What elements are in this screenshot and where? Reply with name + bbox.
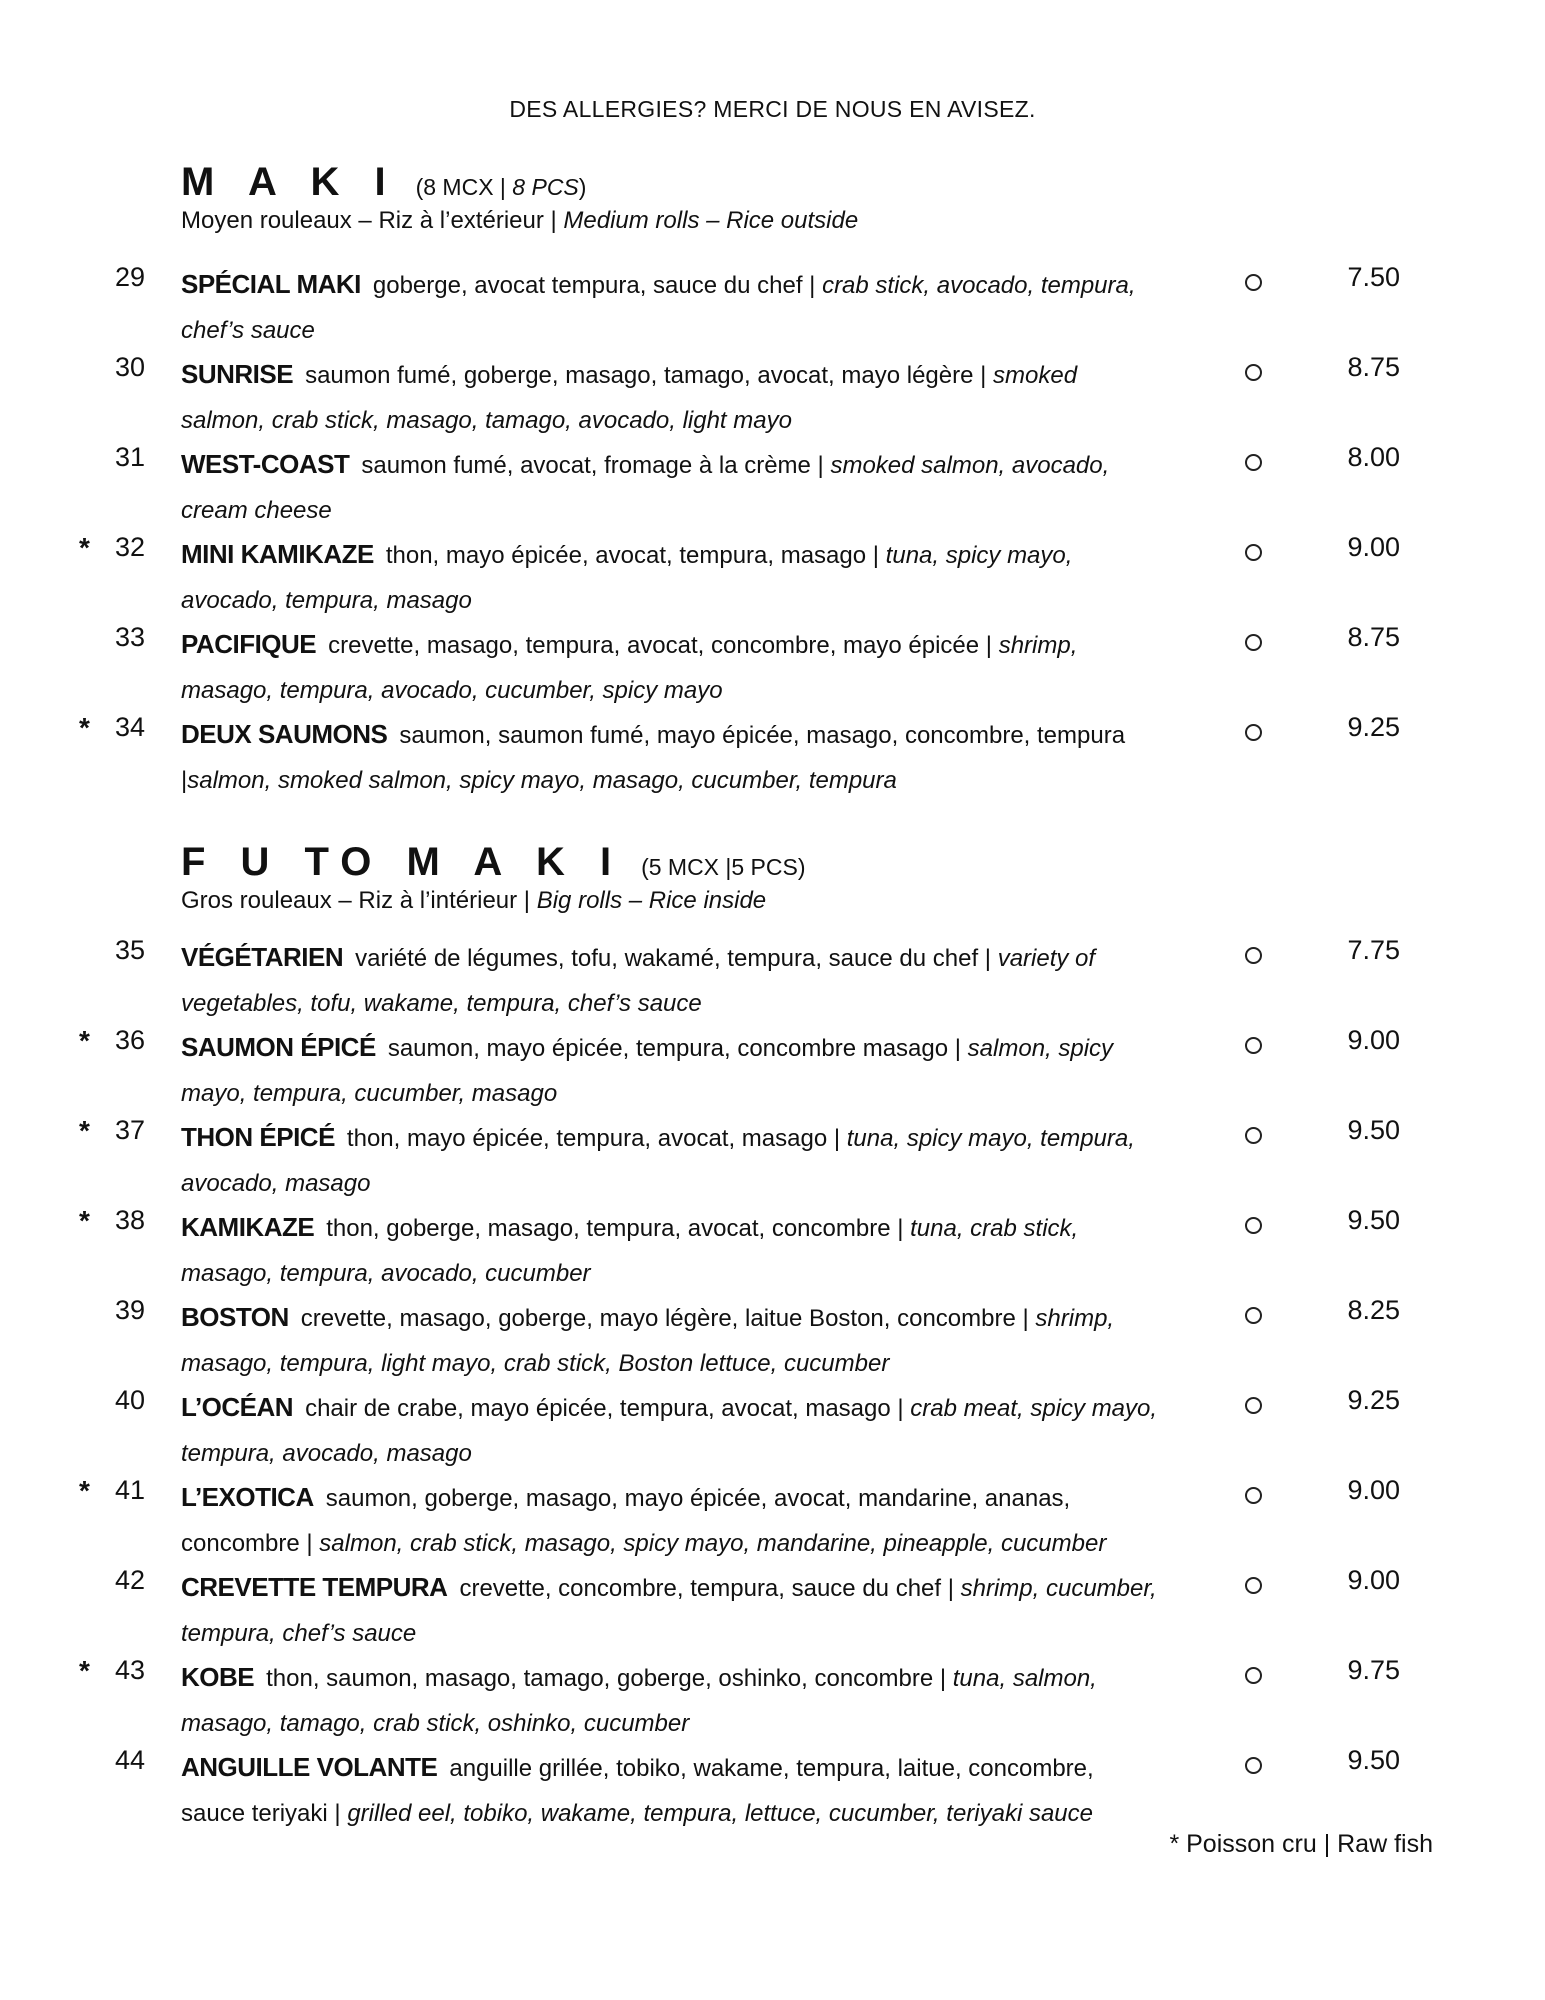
item-number: 32 [114,532,146,562]
item-price: 8.75 [1347,352,1400,382]
item-ingredients-en: shrimp, masago, tempura, avocado, cucumber, spicy mayo [181,632,1078,704]
item-name: PACIFIQUE [181,629,317,659]
item-description [181,352,1161,443]
circle-icon [1245,1217,1262,1234]
item-number: 38 [114,1205,146,1235]
raw-fish-marker: * [79,1115,90,1146]
item-number: 34 [114,712,146,742]
raw-fish-marker: * [79,712,90,743]
item-description [181,1385,1161,1476]
item-ingredients-en: salmon, smoked salmon, spicy mayo, masago, cucumber, tempura [187,767,897,794]
item-number: 37 [114,1115,146,1145]
item-ingredients-en: shrimp, masago, tempura, light mayo, crab stick, Boston lettuce, cucumber [181,1305,1115,1377]
item-ingredients-en: grilled eel, tobiko, wakame, tempura, lettuce, cucumber, teriyaki sauce [347,1800,1093,1827]
item-description [181,1655,1161,1746]
item-price: 9.50 [1347,1205,1400,1235]
item-number: 43 [114,1655,146,1685]
item-ingredients-fr: crevette, masago, goberge, mayo légère, laitue Boston, concombre | [300,1305,1036,1332]
item-number: 35 [114,935,146,965]
circle-icon [1245,544,1262,561]
menu-item [0,1205,1545,1295]
item-description [181,935,1161,1026]
circle-icon [1245,1577,1262,1594]
menu-item [0,1115,1545,1205]
menu-item [0,1655,1545,1745]
menu-item [0,935,1545,1025]
section-futomaki [181,840,1481,915]
item-number: 31 [114,442,146,472]
raw-fish-marker: * [79,532,90,563]
item-ingredients-en: smoked salmon, crab stick, masago, tamago, avocado, light mayo [181,362,1078,434]
item-description [181,1295,1161,1386]
item-ingredients-fr: saumon, mayo épicée, tempura, concombre masago | [387,1035,968,1062]
item-name: VÉGÉTARIEN [181,942,344,972]
circle-icon [1245,1307,1262,1324]
item-description [181,712,1161,803]
item-description [181,532,1161,623]
menu-item [0,262,1545,352]
item-ingredients-fr: crevette, concombre, tempura, sauce du chef | [459,1575,961,1602]
section-portion: (5 MCX |5 PCS) [641,854,806,880]
item-ingredients-en: shrimp, cucumber, tempura, chef’s sauce [181,1575,1157,1647]
section-maki [181,160,1481,235]
item-ingredients-en: salmon, crab stick, masago, spicy mayo, mandarine, pineapple, cucumber [319,1530,1107,1557]
item-name: KOBE [181,1662,255,1692]
item-ingredients-en: salmon, spicy mayo, tempura, cucumber, masago [181,1035,1114,1107]
item-description [181,1205,1161,1296]
section-subtitle: Moyen rouleaux – Riz à l’extérieur | Medium rolls – Rice outside [181,207,859,234]
menu-item [0,712,1545,802]
item-description [181,1565,1161,1656]
circle-icon [1245,1127,1262,1144]
section-title-row [181,160,1481,205]
item-name: L’OCÉAN [181,1392,294,1422]
item-number: 30 [114,352,146,382]
menu-item [0,622,1545,712]
item-ingredients-fr: variété de légumes, tofu, wakamé, tempura, sauce du chef | [355,945,998,972]
item-price: 9.75 [1347,1655,1400,1685]
raw-fish-marker: * [79,1205,90,1236]
item-price: 8.25 [1347,1295,1400,1325]
item-ingredients-en: smoked salmon, avocado, cream cheese [181,452,1110,524]
item-number: 33 [114,622,146,652]
item-ingredients-en: tuna, salmon, masago, tamago, crab stick, oshinko, cucumber [181,1665,1097,1737]
item-ingredients-fr: thon, goberge, masago, tempura, avocat, concombre | [326,1215,911,1242]
item-number: 40 [114,1385,146,1415]
item-ingredients-fr: saumon fumé, goberge, masago, tamago, avocat, mayo légère | [305,362,994,389]
item-name: CREVETTE TEMPURA [181,1572,448,1602]
item-name: BOSTON [181,1302,289,1332]
item-name: L’EXOTICA [181,1482,314,1512]
circle-icon [1245,634,1262,651]
circle-icon [1245,1397,1262,1414]
item-ingredients-en: crab meat, spicy mayo, tempura, avocado, masago [181,1395,1158,1467]
item-ingredients-en: tuna, spicy mayo, avocado, tempura, masago [181,542,1073,614]
item-name: MINI KAMIKAZE [181,539,374,569]
item-number: 39 [114,1295,146,1325]
item-price: 9.50 [1347,1745,1400,1775]
menu-item [0,1475,1545,1565]
item-name: SPÉCIAL MAKI [181,269,361,299]
item-name: SAUMON ÉPICÉ [181,1032,376,1062]
item-description [181,442,1161,533]
circle-icon [1245,1667,1262,1684]
item-price: 9.25 [1347,712,1400,742]
item-description [181,1475,1161,1566]
item-name: SUNRISE [181,359,294,389]
item-name: DEUX SAUMONS [181,719,388,749]
item-description [181,1025,1161,1116]
item-price: 8.75 [1347,622,1400,652]
circle-icon [1245,724,1262,741]
item-price: 7.75 [1347,935,1400,965]
item-ingredients-fr: saumon, goberge, masago, mayo épicée, avocat, mandarine, ananas, concombre | [181,1485,1071,1557]
menu-item [0,532,1545,622]
circle-icon [1245,454,1262,471]
item-ingredients-fr: saumon, saumon fumé, mayo épicée, masago, concombre, tempura | [181,722,1126,794]
section-title: M A K I [181,160,398,204]
item-ingredients-fr: crevette, masago, tempura, avocat, concombre, mayo épicée | [328,632,999,659]
item-number: 42 [114,1565,146,1595]
item-ingredients-fr: goberge, avocat tempura, sauce du chef | [372,272,823,299]
item-description [181,622,1161,713]
item-ingredients-fr: saumon fumé, avocat, fromage à la crème | [361,452,831,479]
item-description [181,1745,1161,1836]
menu-item [0,1745,1545,1835]
item-name: ANGUILLE VOLANTE [181,1752,438,1782]
item-number: 44 [114,1745,146,1775]
item-price: 9.00 [1347,1565,1400,1595]
menu-item [0,442,1545,532]
raw-fish-marker: * [79,1025,90,1056]
raw-fish-marker: * [79,1655,90,1686]
section-subtitle: Gros rouleaux – Riz à l’intérieur | Big rolls – Rice inside [181,887,767,914]
item-price: 9.50 [1347,1115,1400,1145]
circle-icon [1245,1757,1262,1774]
item-price: 9.25 [1347,1385,1400,1415]
menu-item [0,1295,1545,1385]
item-price: 9.00 [1347,1025,1400,1055]
allergy-notice: DES ALLERGIES? MERCI DE NOUS EN AVISEZ. [509,96,1036,122]
circle-icon [1245,274,1262,291]
item-ingredients-fr: thon, saumon, masago, tamago, goberge, oshinko, concombre | [266,1665,953,1692]
circle-icon [1245,1487,1262,1504]
circle-icon [1245,1037,1262,1054]
section-title: F U TO M A K I [181,840,624,884]
menu-item [0,1565,1545,1655]
menu-item [0,352,1545,442]
circle-icon [1245,947,1262,964]
section-title-row [181,840,1481,885]
raw-fish-marker: * [79,1475,90,1506]
item-price: 9.00 [1347,1475,1400,1505]
item-ingredients-en: variety of vegetables, tofu, wakame, tempura, chef’s sauce [181,945,1096,1017]
item-ingredients-en: tuna, spicy mayo, tempura, avocado, masago [181,1125,1135,1197]
item-number: 36 [114,1025,146,1055]
raw-fish-legend: * Poisson cru | Raw fish [1169,1830,1433,1858]
item-ingredients-fr: thon, mayo épicée, avocat, tempura, masago | [385,542,886,569]
item-description [181,1115,1161,1206]
item-name: THON ÉPICÉ [181,1122,335,1152]
item-price: 7.50 [1347,262,1400,292]
item-price: 8.00 [1347,442,1400,472]
item-ingredients-fr: anguille grillée, tobiko, wakame, tempura, laitue, concombre, sauce teriyaki | [181,1755,1094,1827]
item-ingredients-en: tuna, crab stick, masago, tempura, avocado, cucumber [181,1215,1079,1287]
menu-item [0,1385,1545,1475]
item-name: KAMIKAZE [181,1212,315,1242]
item-ingredients-fr: thon, mayo épicée, tempura, avocat, masago | [346,1125,847,1152]
menu-item [0,1025,1545,1115]
item-number: 29 [114,262,146,292]
section-portion: (8 MCX | 8 PCS) [415,174,587,200]
item-number: 41 [114,1475,146,1505]
item-ingredients-en: crab stick, avocado, tempura, chef’s sauce [181,272,1136,344]
item-price: 9.00 [1347,532,1400,562]
circle-icon [1245,364,1262,381]
item-name: WEST-COAST [181,449,350,479]
item-description [181,262,1161,353]
item-ingredients-fr: chair de crabe, mayo épicée, tempura, avocat, masago | [305,1395,911,1422]
